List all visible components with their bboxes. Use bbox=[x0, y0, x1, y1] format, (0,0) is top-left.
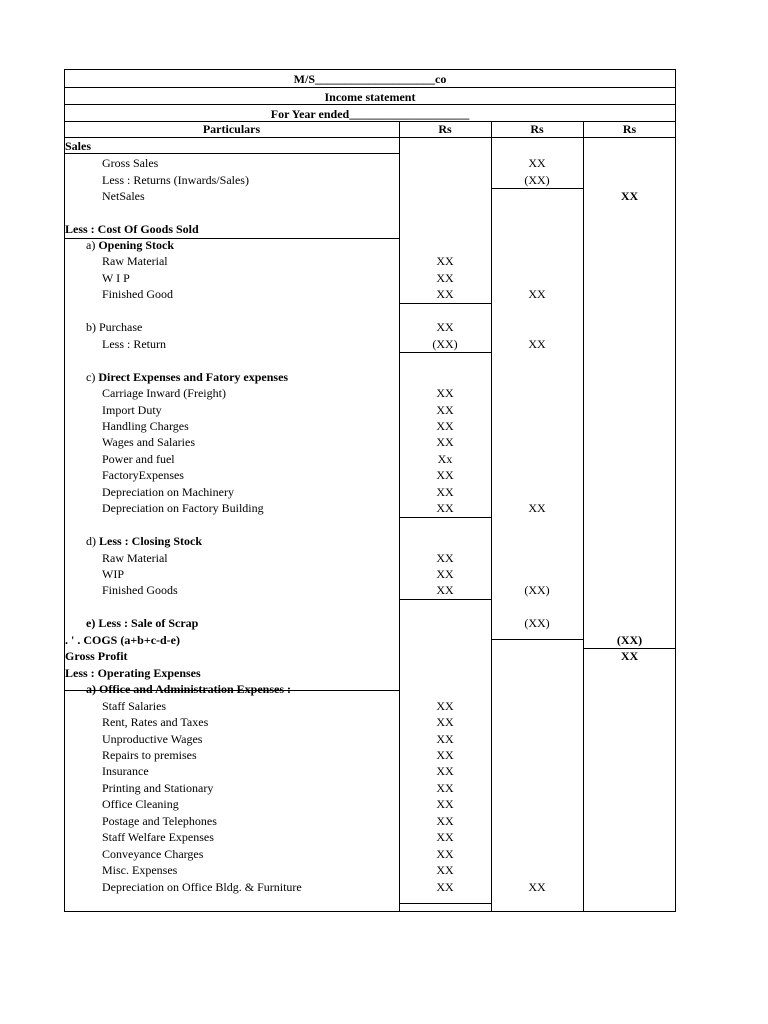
row-label: Unproductive Wages bbox=[102, 732, 203, 746]
amount-c1: XX bbox=[436, 485, 454, 499]
row-label: Misc. Expenses bbox=[102, 863, 178, 877]
amount-c1: XX bbox=[436, 468, 454, 482]
row-label: NetSales bbox=[102, 189, 145, 203]
row-label: e) Less : Sale of Scrap bbox=[86, 616, 199, 630]
amount-c2: (XX) bbox=[524, 616, 550, 630]
row-label: W I P bbox=[102, 271, 130, 285]
rule-c2-a bbox=[491, 188, 583, 189]
row-label: Depreciation on Machinery bbox=[102, 485, 234, 499]
row-label: Conveyance Charges bbox=[102, 847, 204, 861]
row-label: Sales bbox=[65, 139, 92, 153]
statement-period: For Year ended____________________ bbox=[270, 107, 470, 121]
row-label: a) Opening Stock bbox=[86, 238, 175, 252]
amount-c1: XX bbox=[436, 567, 454, 581]
amount-c1: XX bbox=[436, 748, 454, 762]
row-label: Less : Cost Of Goods Sold bbox=[65, 222, 199, 236]
row-label: Depreciation on Office Bldg. & Furniture bbox=[102, 880, 302, 894]
rule-header-3 bbox=[64, 121, 676, 122]
amount-c1: XX bbox=[436, 419, 454, 433]
amount-c2: XX bbox=[528, 880, 546, 894]
rule-c2-b bbox=[491, 639, 583, 640]
amount-c2: XX bbox=[528, 337, 546, 351]
row-label: d) Less : Closing Stock bbox=[86, 534, 203, 548]
row-label: Carriage Inward (Freight) bbox=[102, 386, 226, 400]
rule-header-1 bbox=[64, 87, 676, 88]
row-label: Finished Goods bbox=[102, 583, 178, 597]
rule-c1-a bbox=[399, 303, 491, 304]
col-divider-2 bbox=[491, 121, 492, 912]
amount-c1: XX bbox=[436, 320, 454, 334]
amount-c3: XX bbox=[620, 189, 639, 203]
amount-c1: XX bbox=[436, 271, 454, 285]
amount-c1: XX bbox=[436, 814, 454, 828]
row-label: FactoryExpenses bbox=[102, 468, 184, 482]
amount-c2: XX bbox=[528, 287, 546, 301]
amount-c1: XX bbox=[436, 764, 454, 778]
row-label: Staff Salaries bbox=[102, 699, 167, 713]
row-label: Raw Material bbox=[102, 551, 168, 565]
amount-c1: XX bbox=[436, 551, 454, 565]
rule-c1-d bbox=[399, 599, 491, 600]
row-label: Postage and Telephones bbox=[102, 814, 217, 828]
row-label: Handling Charges bbox=[102, 419, 189, 433]
amount-c3: XX bbox=[620, 649, 639, 663]
row-label: Less : Return bbox=[102, 337, 166, 351]
amount-c1: XX bbox=[436, 583, 454, 597]
row-label: Repairs to premises bbox=[102, 748, 197, 762]
amount-c1: Xx bbox=[437, 452, 453, 466]
amount-c1: (XX) bbox=[432, 337, 458, 351]
col-header-rs-2: Rs bbox=[530, 122, 544, 136]
amount-c1: XX bbox=[436, 863, 454, 877]
row-label: c) Direct Expenses and Fatory expenses bbox=[86, 370, 289, 384]
row-label: Less : Returns (Inwards/Sales) bbox=[102, 173, 249, 187]
amount-c3: (XX) bbox=[616, 633, 643, 647]
row-label-bold: Opening Stock bbox=[98, 238, 175, 252]
row-label: Wages and Salaries bbox=[102, 435, 195, 449]
amount-c1: XX bbox=[436, 830, 454, 844]
amount-c1: XX bbox=[436, 781, 454, 795]
rule-c1-b bbox=[399, 352, 491, 353]
amount-c2: (XX) bbox=[524, 173, 550, 187]
row-label: b) Purchase bbox=[86, 320, 143, 334]
amount-c1: XX bbox=[436, 847, 454, 861]
rule-sales bbox=[64, 153, 399, 154]
amount-c1: XX bbox=[436, 287, 454, 301]
col-header-rs-3: Rs bbox=[622, 122, 637, 136]
amount-c1: XX bbox=[436, 715, 454, 729]
company-name: M/S____________________co bbox=[293, 72, 447, 86]
col-header-rs-1: Rs bbox=[438, 122, 452, 136]
amount-c1: XX bbox=[436, 797, 454, 811]
amount-c1: XX bbox=[436, 699, 454, 713]
rule-header-4 bbox=[64, 137, 676, 138]
rule-header-2 bbox=[64, 104, 676, 105]
amount-c1: XX bbox=[436, 254, 454, 268]
row-label: Staff Welfare Expenses bbox=[102, 830, 214, 844]
row-label: Raw Material bbox=[102, 254, 168, 268]
amount-c1: XX bbox=[436, 386, 454, 400]
row-label: Office Cleaning bbox=[102, 797, 179, 811]
income-statement-sheet bbox=[64, 69, 676, 912]
row-label: Gross Sales bbox=[102, 156, 159, 170]
amount-c2: XX bbox=[528, 501, 546, 515]
row-label: Printing and Stationary bbox=[102, 781, 214, 795]
rule-c1-c bbox=[399, 517, 491, 518]
row-label: Rent, Rates and Taxes bbox=[102, 715, 209, 729]
row-label: Power and fuel bbox=[102, 452, 175, 466]
amount-c1: XX bbox=[436, 403, 454, 417]
amount-c2: (XX) bbox=[524, 583, 550, 597]
statement-title: Income statement bbox=[324, 90, 416, 104]
row-label-bold: Less : Closing Stock bbox=[99, 534, 203, 548]
amount-c2: XX bbox=[528, 156, 546, 170]
row-label: Finished Good bbox=[102, 287, 174, 301]
row-label: . ' . COGS (a+b+c-d-e) bbox=[65, 633, 181, 647]
row-label: a) Office and Administration Expenses : bbox=[86, 682, 292, 696]
col-divider-3 bbox=[583, 121, 584, 912]
row-label: Gross Profit bbox=[65, 649, 128, 663]
rule-c1-e bbox=[399, 903, 491, 904]
amount-c1: XX bbox=[436, 435, 454, 449]
row-label: Depreciation on Factory Building bbox=[102, 501, 264, 515]
row-label-bold: Direct Expenses and Fatory expenses bbox=[98, 370, 289, 384]
row-label: Insurance bbox=[102, 764, 149, 778]
row-label: Import Duty bbox=[102, 403, 162, 417]
amount-c1: XX bbox=[436, 880, 454, 894]
row-label: WIP bbox=[102, 567, 124, 581]
row-label: Less : Operating Expenses bbox=[65, 666, 201, 680]
col-header-particulars: Particulars bbox=[202, 122, 261, 136]
amount-c1: XX bbox=[436, 732, 454, 746]
amount-c1: XX bbox=[436, 501, 454, 515]
